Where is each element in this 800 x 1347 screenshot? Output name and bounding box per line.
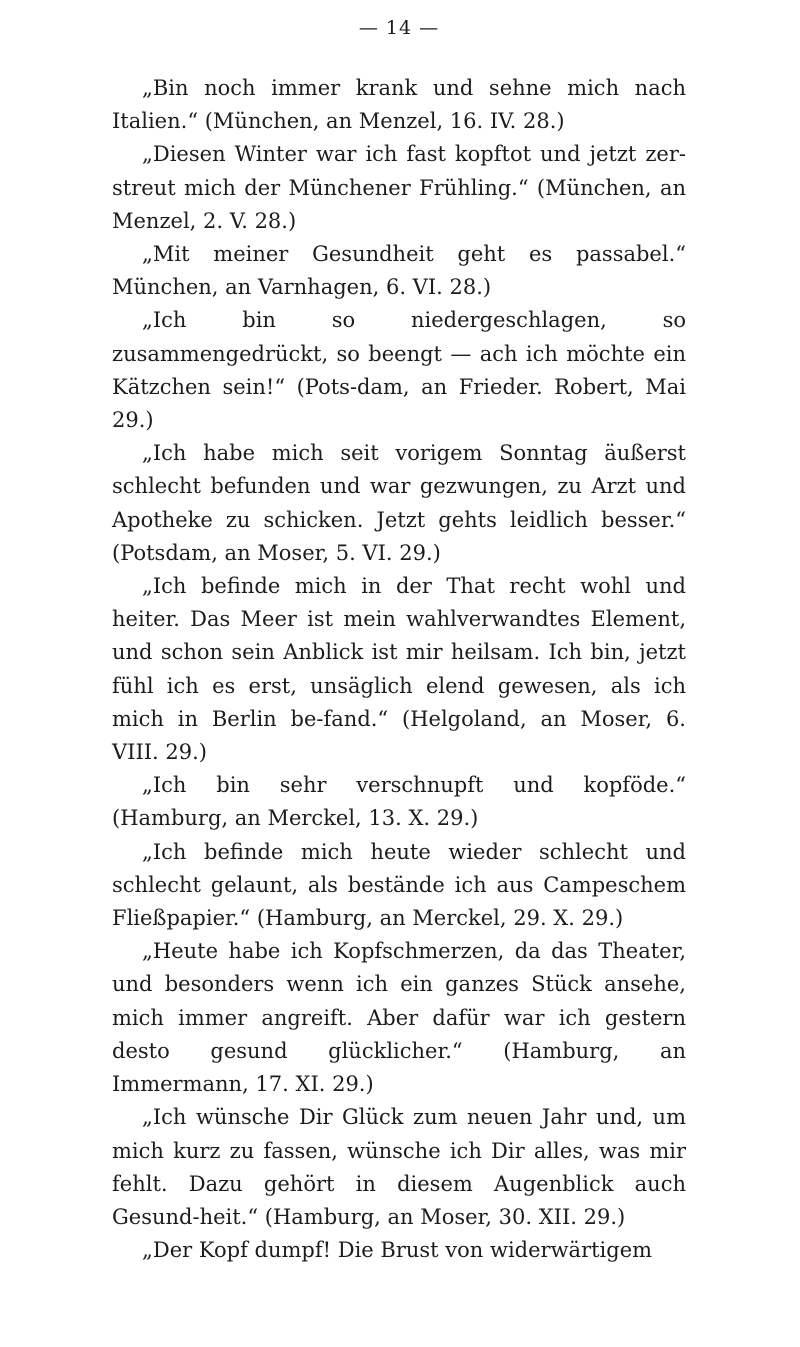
paragraph: „Ich befinde mich in der That recht wohl und heiter. Das Meer ist mein wahlverwandtes Element, und schon sein Anblick ist mir heilsam. Ich bin, jetzt fühl ich es erst, unsäglich elend gewesen, als ich mich in Berlin be-fand.“ (Helgoland, an Moser, 6. VIII. 29.)	[112, 574, 686, 765]
paragraph: „Ich wünsche Dir Glück zum neuen Jahr und, um mich kurz zu fassen, wünsche ich Dir alles, was mir fehlt. Dazu gehört in diesem Augenblick auch Gesund-heit.“ (Hamburg, an Moser, 30. XII. 29.)	[112, 1105, 686, 1229]
paragraph: „Bin noch immer krank und sehne mich nach Italien.“ (München, an Menzel, 16. IV. 28.)	[112, 76, 686, 134]
paragraph: „Mit meiner Gesundheit geht es passabel.“ München, an Varnhagen, 6. VI. 28.)	[112, 242, 686, 300]
paragraph: „Ich bin so niedergeschlagen, so zusammengedrückt, so beengt — ach ich möchte ein Kätzchen sein!“ (Pots-dam, an Frieder. Robert, Mai 29.)	[112, 308, 686, 433]
letter-excerpts	[112, 72, 686, 1267]
paragraph: „Ich bin sehr verschnupft und kopföde.“ (Hamburg, an Merckel, 13. X. 29.)	[112, 773, 686, 831]
paragraph: „Ich habe mich seit vorigem Sonntag äußerst schlecht befunden und war gezwungen, zu Arzt und Apotheke zu schicken. Jetzt gehts leidlich besser.“ (Potsdam, an Moser, 5. VI. 29.)	[112, 441, 686, 565]
paragraph: „Der Kopf dumpf! Die Brust von widerwärtigem	[142, 1238, 653, 1263]
paragraph: „Diesen Winter war ich fast kopftot und jetzt zer-streut mich der Münchener Frühling.“ (München, an Menzel, 2. V. 28.)	[112, 142, 686, 233]
paragraph: „Ich befinde mich heute wieder schlecht und schlecht gelaunt, als bestände ich aus Campeschem Fließpapier.“ (Hamburg, an Merckel, 29. X. 29.)	[112, 839, 686, 931]
paragraph: „Heute habe ich Kopfschmerzen, da das Theater, und besonders wenn ich ein ganzes Stück ansehe, mich immer angreift. Aber dafür war ich gestern desto gesund glücklicher.“ (Hamburg, an Immermann, 17. XI. 29.)	[112, 939, 686, 1097]
page-number-header: — 14 —	[358, 17, 440, 39]
